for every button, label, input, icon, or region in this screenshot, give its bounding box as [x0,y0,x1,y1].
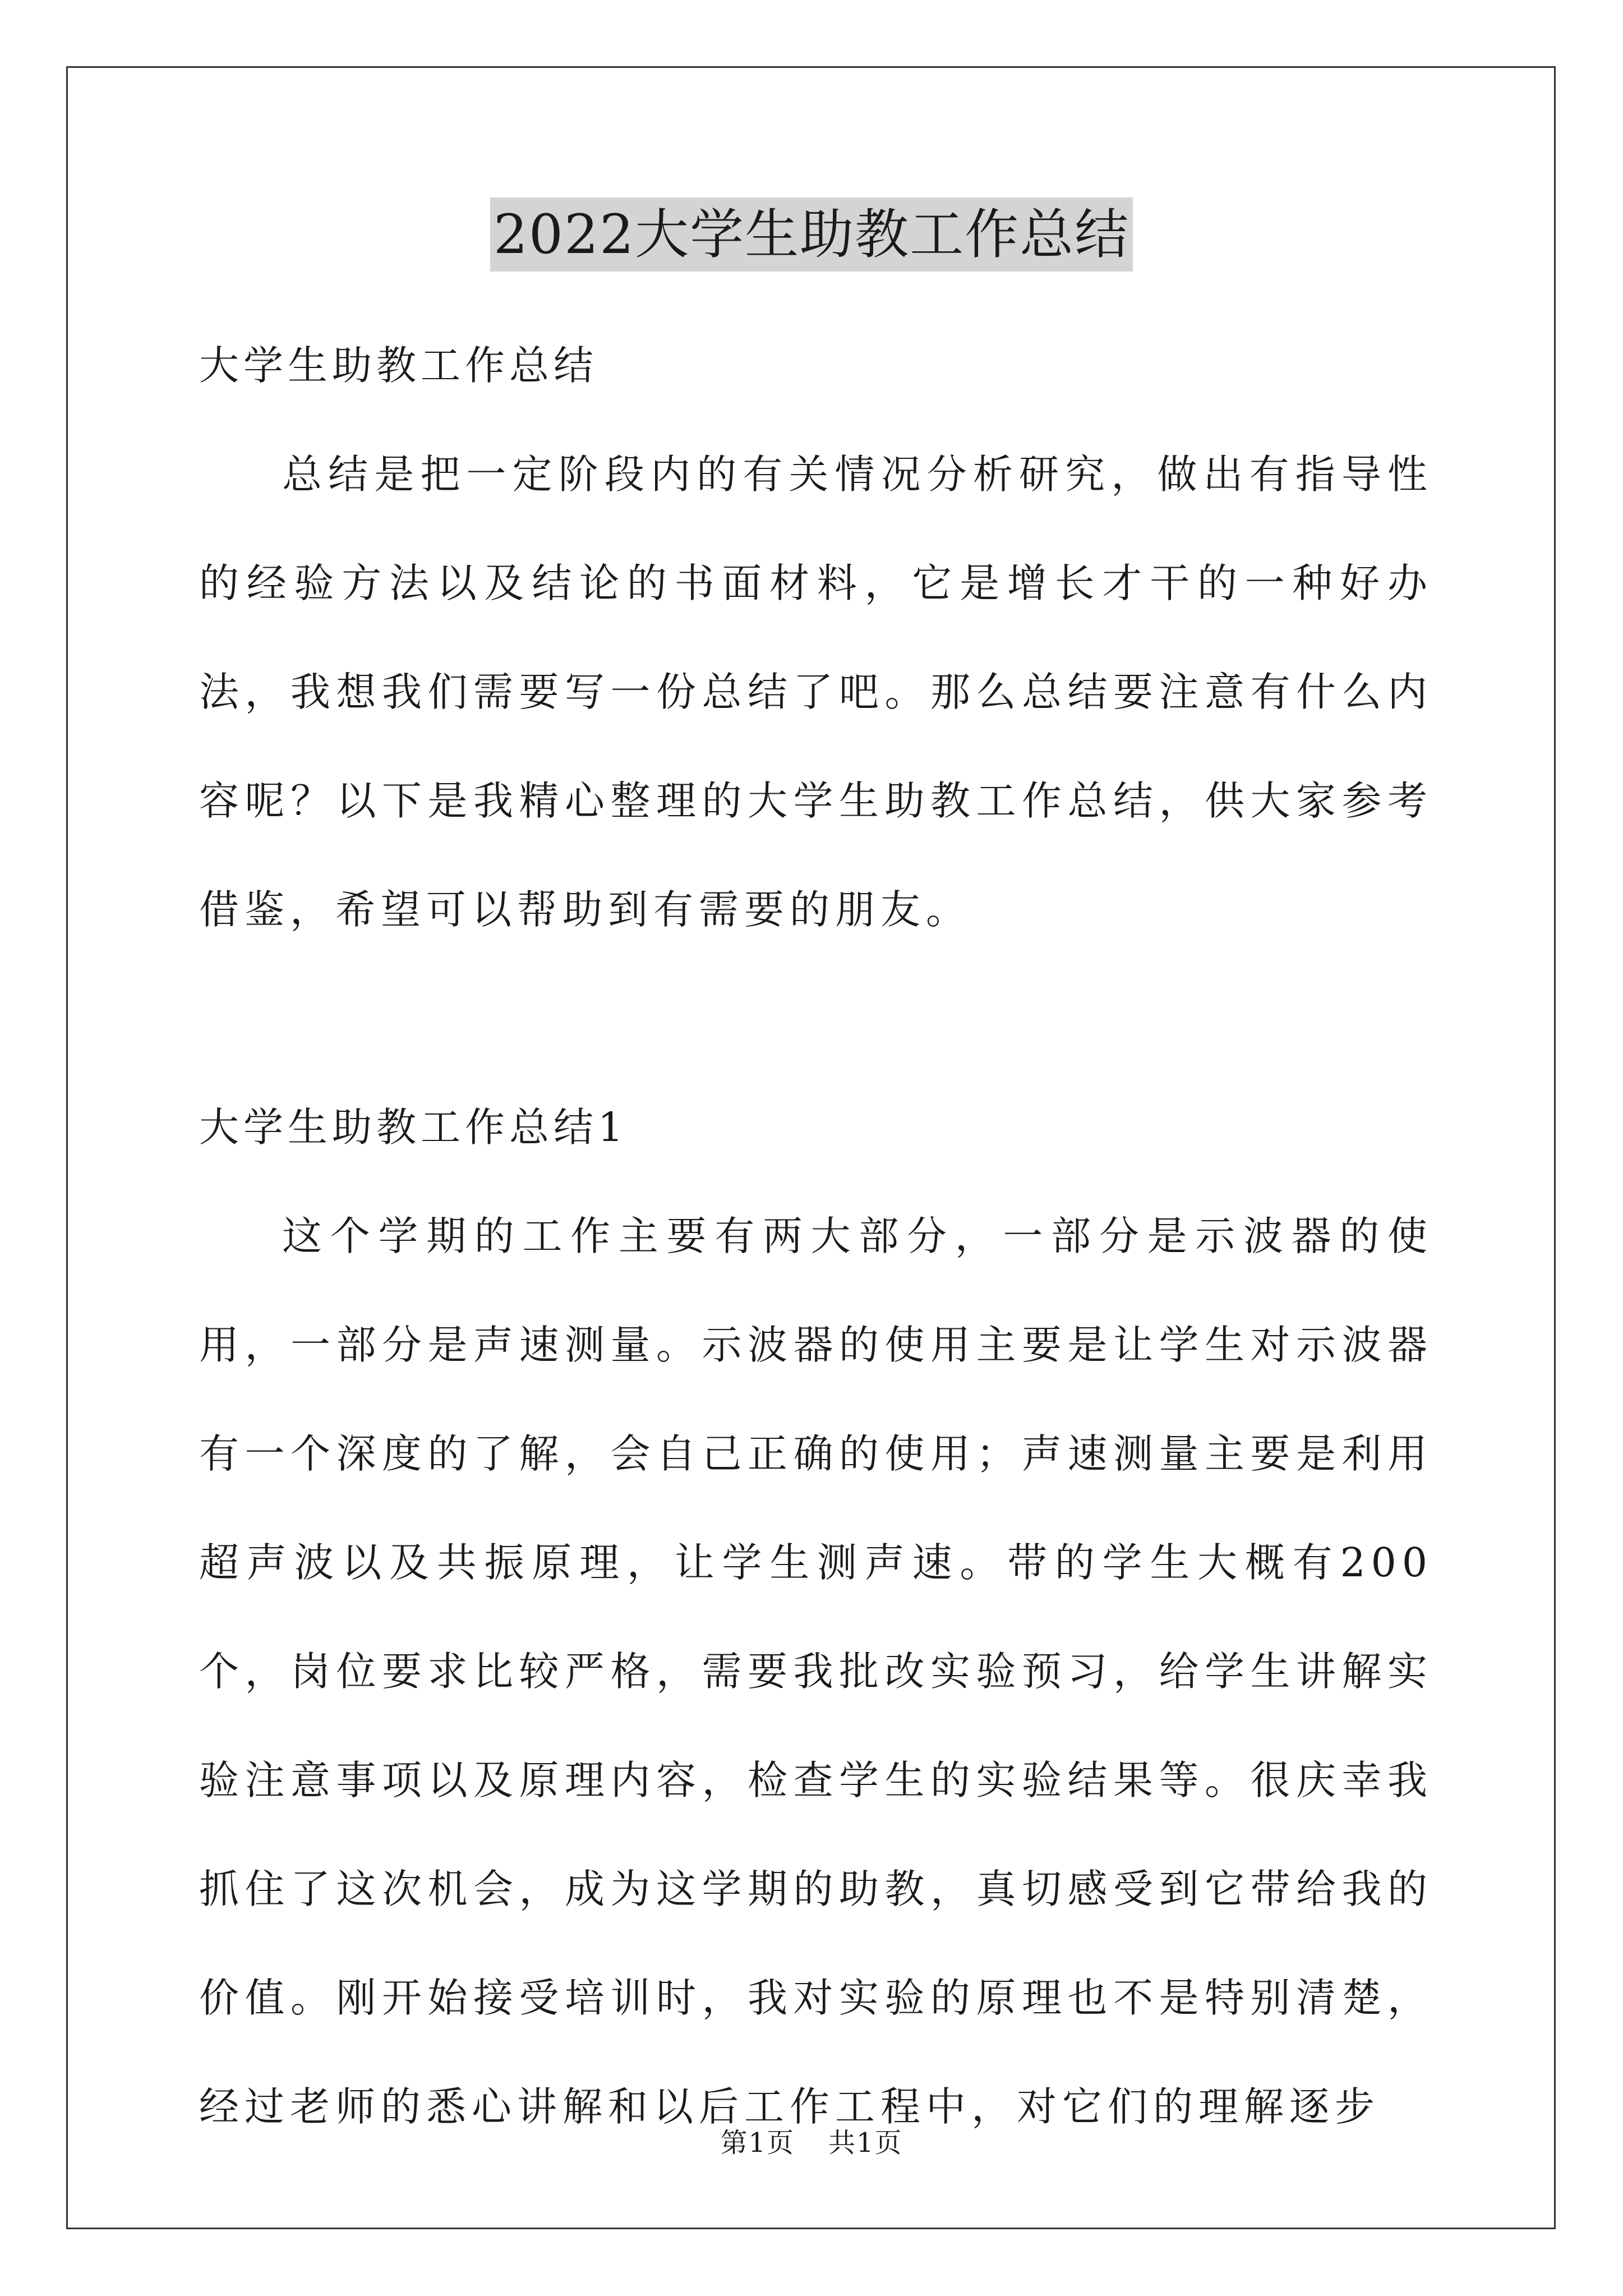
title-container [0,197,1623,272]
section-paragraph: 这个学期的工作主要有两大部分，一部分是示波器的使用，一部分是声速测量。示波器的使用主要是让学生对示波器有一个深度的了解，会自己正确的使用；声速测量主要是利用超声波以及共振原理，让学生测声速。带的学生大概有200个，岗位要求比较严格，需要我批改实验预习，给学生讲解实验注意事项以及原理内容，检查学生的实验结果等。很庆幸我抓住了这次机会，成为这学期的助教，真切感受到它带给我的价值。刚开始接受培训时，我对实验的原理也不是特别清楚，经过老师的悉心讲解和以后工作工程中，对它们的理解逐步 [199,1213,1433,2130]
intro-paragraph: 总结是把一定阶段内的有关情况分析研究，做出有指导性的经验方法以及结论的书面材料，它是增长才干的一种好办法，我想我们需要写一份总结了吧。那么总结要注意有什么内容呢？以下是我精心整理的大学生助教工作总结，供大家参考借鉴，希望可以帮助到有需要的朋友。 [199,451,1433,933]
paragraph-spacer [199,964,1433,1073]
subtitle: 大学生助教工作总结 [199,342,598,389]
document-title: 2022大学生助教工作总结 [490,197,1133,272]
page-number: 第1页 [720,2127,795,2159]
page-total: 共1页 [828,2127,903,2159]
page-footer [0,2126,1623,2160]
section-heading: 大学生助教工作总结1 [199,1104,628,1151]
document-body [199,311,1433,2161]
